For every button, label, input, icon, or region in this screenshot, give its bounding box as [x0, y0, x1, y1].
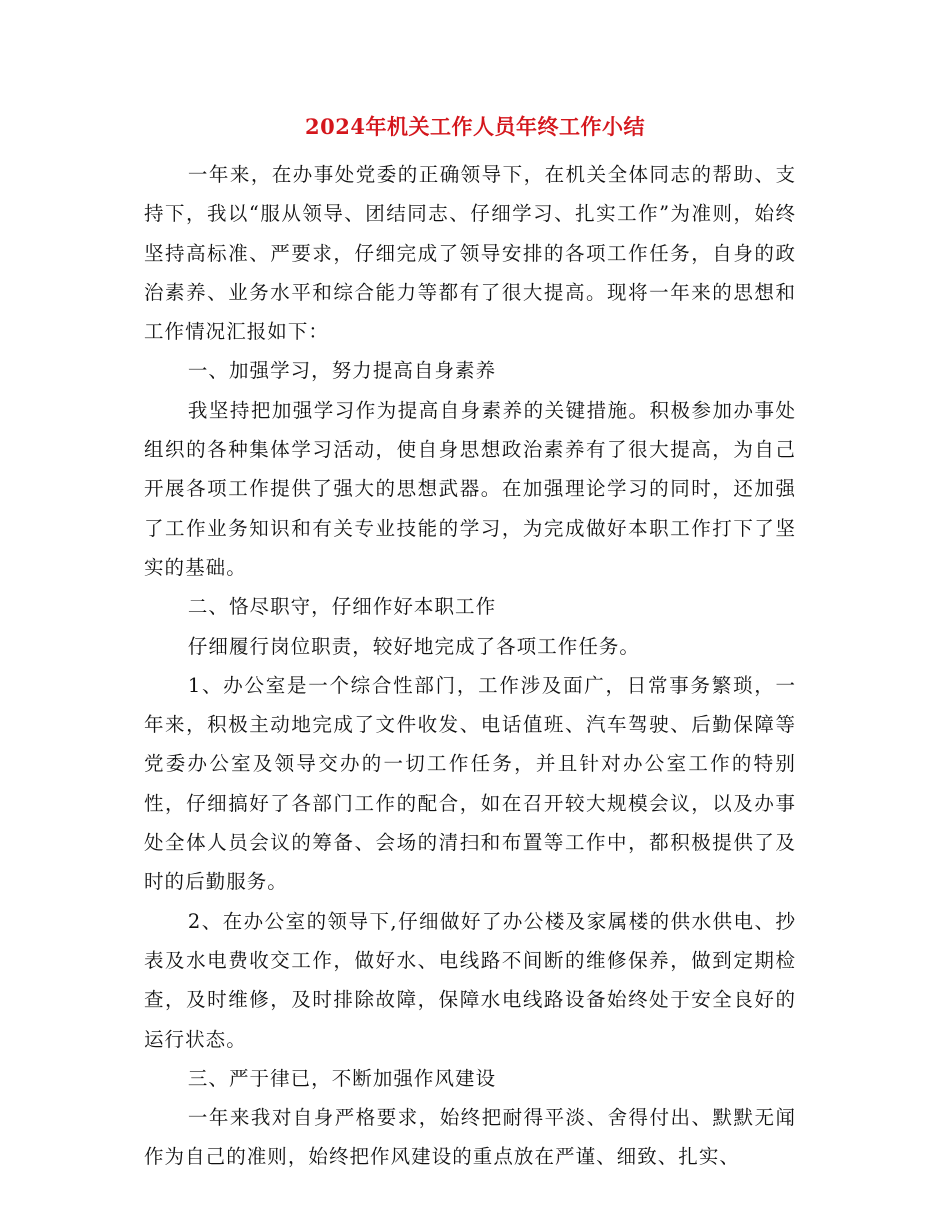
document-title: 2024年机关工作人员年终工作小结	[305, 114, 645, 139]
document-body	[144, 155, 796, 1177]
paragraph-intro: 一年来，在办事处党委的正确领导下，在机关全体同志的帮助、支持下，我以“服从领导、团结同志、仔细学习、扎实工作”为准则，始终坚持高标准、严要求，仔细完成了领导安排的各项工作任务，自身的政治素养、业务水平和综合能力等都有了很大提高。现将一年来的思想和工作情况汇报如下：	[144, 163, 796, 344]
paragraph-item-1: 1、办公室是一个综合性部门，工作涉及面广，日常事务繁琐，一年来，积极主动地完成了文件收发、电话值班、汽车驾驶、后勤保障等党委办公室及领导交办的一切工作任务，并且针对办公室工作的特别性，仔细搞好了各部门工作的配合，如在召开较大规模会议，以及办事处全体人员会议的筹备、会场的清扫和布置等工作中，都积极提供了及时的后勤服务。	[144, 673, 796, 894]
paragraph-item-2: 2、在办公室的领导下,仔细做好了办公楼及家属楼的供水供电、抄表及水电费收交工作，做好水、电线路不间断的维修保养，做到定期检查，及时维修，及时排除故障，保障水电线路设备始终处于安全良好的运行状态。	[144, 909, 796, 1051]
paragraph-discipline: 一年来我对自身严格要求，始终把耐得平淡、舍得付出、默默无闻作为自己的准则，始终把作风建设的重点放在严谨、细致、扎实、	[144, 1106, 796, 1169]
paragraph-duties: 仔细履行岗位职责，较好地完成了各项工作任务。	[187, 634, 640, 658]
paragraph-study: 我坚持把加强学习作为提高自身素养的关键措施。积极参加办事处组织的各种集体学习活动，使自身思想政治素养有了很大提高，为自己开展各项工作提供了强大的思想武器。在加强理论学习的同时，还加强了工作业务知识和有关专业技能的学习，为完成做好本职工作打下了坚实的基础。	[144, 398, 796, 579]
section-heading-3: 三、严于律已，不断加强作风建设	[187, 1066, 497, 1090]
section-heading-1: 一、加强学习，努力提高自身素养	[187, 359, 497, 383]
section-heading-2: 二、恪尽职守，仔细作好本职工作	[187, 595, 497, 619]
